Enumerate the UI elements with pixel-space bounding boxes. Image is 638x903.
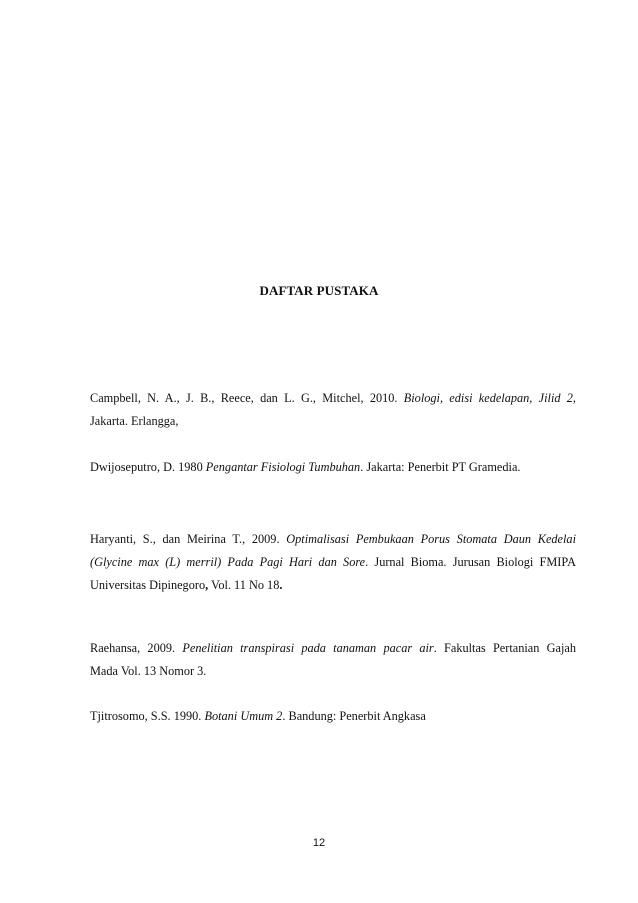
reference-title: Biologi, edisi kedelapan, Jilid 2 [403,391,573,405]
reference-line: Mada Vol. 13 Nomor 3. [90,664,207,678]
reference-text: . Jurnal Bioma. Jurusan Biologi FMIPA [365,555,576,569]
reference-item [90,528,576,597]
reference-title: Botani Umum 2 [204,709,283,723]
reference-text: Universitas Dipinegoro [90,578,206,592]
reference-text: Tjitrosomo, S.S. 1990. [90,709,205,723]
reference-title: Penelitian transpirasi pada tanaman pacar air [182,641,434,655]
reference-line [90,387,576,410]
reference-line [90,637,576,660]
reference-line [90,705,576,728]
reference-text: Vol. 11 No 18 [208,578,280,592]
reference-text: . Fakultas Pertanian Gajah [433,641,576,655]
reference-line: Jakarta. Erlangga, [90,414,179,428]
reference-title: Optimalisasi Pembukaan Porus Stomata Daun Kedelai [286,532,576,546]
reference-text: Raehansa, 2009. [90,641,183,655]
reference-text: , [572,391,576,405]
reference-line [90,551,576,574]
reference-line [90,574,576,597]
reference-text: . Jakarta: Penerbit PT Gramedia. [360,460,521,474]
reference-title: (Glycine max (L) merril) Pada Pagi Hari dan Sore [90,555,366,569]
page-number: 12 [312,837,326,849]
reference-item [90,456,576,479]
page-title: DAFTAR PUSTAKA [259,283,379,298]
reference-item [90,637,576,683]
reference-text: , [205,578,209,592]
reference-text: . Bandung: Penerbit Angkasa [282,709,426,723]
reference-text: Dwijoseputro, D. 1980 [90,460,206,474]
reference-line [90,528,576,551]
reference-text: Campbell, N. A., J. B., Reece, dan L. G., Mitchel, 2010. [90,391,404,405]
reference-item [90,705,576,728]
reference-title: Pengantar Fisiologi Tumbuhan [205,460,361,474]
reference-text: Haryanti, S., dan Meirina T., 2009. [90,532,287,546]
reference-text: . [279,578,283,592]
reference-item [90,387,576,433]
reference-line [90,456,576,479]
